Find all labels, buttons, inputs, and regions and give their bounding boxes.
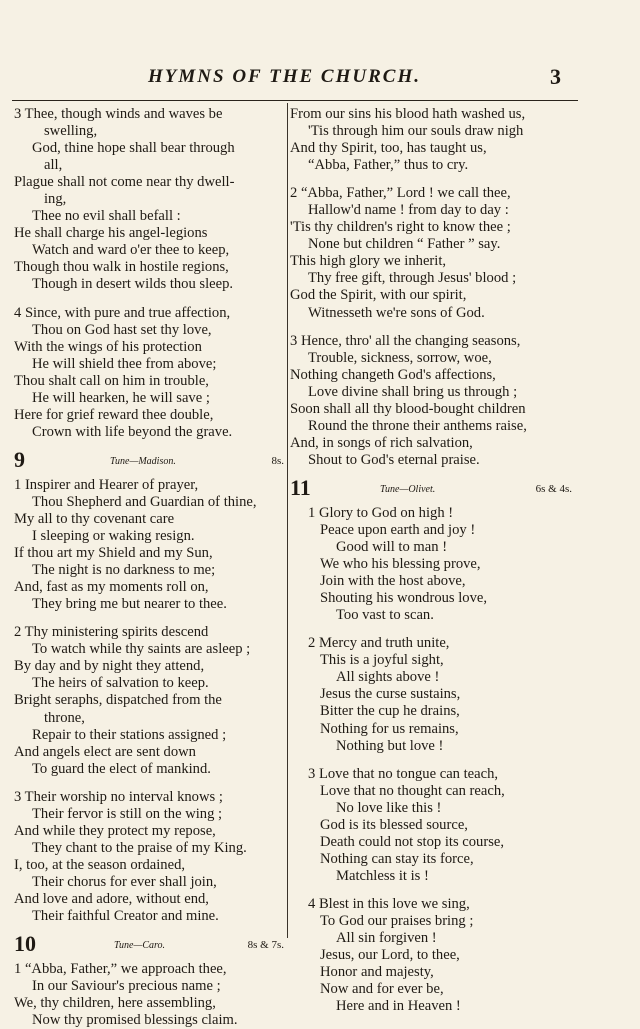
verse-line: To watch while thy saints are asleep ; [32, 641, 251, 658]
verse-line: We, thy children, here assembling, [14, 995, 216, 1012]
verse-line: 3 Love that no tongue can teach, [308, 765, 499, 782]
verse-line: He shall charge his angel-legions [14, 225, 208, 242]
verse-line: The night is no darkness to me; [32, 562, 216, 579]
verse-line: Honor and majesty, [320, 964, 434, 981]
hymn-11-stanza-3 [290, 766, 572, 885]
verse-line: throne, [44, 709, 85, 726]
verse-line: All sin forgiven ! [336, 930, 437, 947]
verse-line: Bright seraphs, dispatched from the [14, 692, 222, 709]
verse-line: No love like this ! [336, 799, 442, 816]
verse-line: Shouting his wondrous love, [320, 590, 488, 607]
verse-line: Death could not stop its course, [320, 833, 505, 850]
verse-line: Thy free gift, through Jesus' blood ; [308, 270, 517, 287]
verse-line: Bitter the cup he drains, [320, 703, 460, 720]
verse-line: In our Saviour's precious name ; [32, 978, 221, 995]
hymn-8-stanza-4 [14, 305, 284, 441]
verse-line: 3 Their worship no interval knows ; [14, 788, 223, 805]
hymn-10-stanza-2 [290, 185, 572, 321]
verse-line: God the Spirit, with our spirit, [290, 287, 467, 304]
hymn-8-stanza-3 [14, 106, 284, 294]
verse-line: And thy Spirit, too, has taught us, [290, 140, 487, 157]
header-rule [12, 100, 578, 101]
hymn-11-stanza-1 [290, 505, 572, 624]
verse-line: He will hearken, he will save ; [32, 389, 210, 406]
hymn-10-stanza-1 [14, 961, 284, 1029]
verse-line: Matchless it is ! [336, 867, 429, 884]
verse-line: They chant to the praise of my King. [32, 839, 247, 856]
verse-line: By day and by night they attend, [14, 658, 205, 675]
verse-line: 4 Since, with pure and true affection, [14, 304, 231, 321]
verse-line: I sleeping or waking resign. [32, 528, 195, 545]
verse-line: 'Tis through him our souls draw nigh [308, 123, 524, 140]
tune-name: Tune—Olivet. [380, 483, 436, 495]
verse-line: Here and in Heaven ! [336, 998, 461, 1015]
hymn-9-stanza-1 [14, 477, 284, 613]
verse-line: Too vast to scan. [336, 607, 434, 624]
hymn-9-stanza-3 [14, 789, 284, 925]
right-column [290, 106, 572, 1015]
verse-line: We who his blessing prove, [320, 556, 481, 573]
verse-line: 1 “Abba, Father,” we approach thee, [14, 961, 227, 978]
verse-line: Nothing for us remains, [320, 720, 459, 737]
verse-line: Though thou walk in hostile regions, [14, 259, 229, 276]
verse-line: God, thine hope shall bear through [32, 140, 235, 157]
hymn-10-heading [14, 933, 284, 961]
page-number: 3 [550, 64, 561, 89]
verse-line: Repair to their stations assigned ; [32, 726, 227, 743]
hymn-9-stanza-2 [14, 624, 284, 777]
verse-line: And love and adore, without end, [14, 890, 209, 907]
verse-line: Shout to God's eternal praise. [308, 451, 480, 468]
verse-line: The heirs of salvation to keep. [32, 675, 209, 692]
verse-line: 1 Glory to God on high ! [308, 504, 454, 521]
hymn-11-heading [290, 474, 572, 505]
verse-line: To God our praises bring ; [320, 912, 474, 929]
verse-line: Thou Shepherd and Guardian of thine, [32, 493, 257, 510]
hymn-number: 10 [14, 931, 36, 957]
verse-line: And while they protect my repose, [14, 822, 216, 839]
hymn-10-stanza-3 [290, 333, 572, 469]
verse-line: 3 Hence, thro' all the changing seasons, [290, 332, 521, 349]
verse-line: Hallow'd name ! from day to day : [308, 202, 509, 219]
verse-line: 2 Thy ministering spirits descend [14, 624, 209, 641]
verse-line: Thou shalt call on him in trouble, [14, 372, 209, 389]
verse-line: They bring me but nearer to thee. [32, 596, 227, 613]
left-column [14, 106, 284, 1029]
verse-line: Jesus the curse sustains, [320, 686, 461, 703]
tune-name: Tune—Caro. [114, 940, 166, 952]
verse-line: Nothing can stay its force, [320, 850, 474, 867]
verse-line: And, fast as my moments roll on, [14, 579, 209, 596]
verse-line: Nothing changeth God's affections, [290, 366, 496, 383]
verse-line: Soon shall all thy blood-bought children [290, 400, 526, 417]
verse-line: 4 Blest in this love we sing, [308, 895, 470, 912]
verse-line: Now and for ever be, [320, 981, 444, 998]
verse-line: Jesus, our Lord, to thee, [320, 947, 460, 964]
verse-line: Join with the host above, [320, 573, 466, 590]
verse-line: Peace upon earth and joy ! [320, 521, 476, 538]
verse-line: ing, [44, 191, 67, 208]
verse-line: Love divine shall bring us through ; [308, 383, 518, 400]
verse-line: 3 Thee, though winds and waves be [14, 106, 223, 122]
verse-line: Good will to man ! [336, 539, 448, 556]
verse-line: Trouble, sickness, sorrow, woe, [308, 349, 492, 366]
meter: 8s & 7s. [247, 939, 284, 952]
verse-line: And, in songs of rich salvation, [290, 434, 473, 451]
verse-line: 2 Mercy and truth unite, [308, 635, 450, 652]
verse-line: Their chorus for ever shall join, [32, 873, 217, 890]
verse-line: He will shield thee from above; [32, 355, 217, 372]
verse-line: Their fervor is still on the wing ; [32, 805, 223, 822]
verse-line: If thou art my Shield and my Sun, [14, 545, 213, 562]
meter: 6s & 4s. [535, 482, 572, 495]
verse-line: To guard the elect of mankind. [32, 760, 211, 777]
verse-line: 1 Inspirer and Hearer of prayer, [14, 476, 199, 493]
hymn-9-heading [14, 446, 284, 477]
verse-line: I, too, at the season ordained, [14, 856, 186, 873]
verse-line: Here for grief reward thee double, [14, 406, 214, 423]
column-divider [287, 103, 288, 938]
verse-line: From our sins his blood hath washed us, [290, 106, 526, 122]
tune-name: Tune—Madison. [110, 455, 176, 467]
verse-line: Thee no evil shall befall : [32, 208, 181, 225]
verse-line: Witnesseth we're sons of God. [308, 304, 485, 321]
verse-line: With the wings of his protection [14, 338, 202, 355]
hymn-number: 11 [290, 474, 311, 500]
verse-line: God is its blessed source, [320, 816, 468, 833]
verse-line: Plague shall not come near thy dwell- [14, 174, 235, 191]
running-title: HYMNS OF THE CHURCH. [148, 66, 421, 87]
verse-line: Nothing but love ! [336, 737, 444, 754]
verse-line: Round the throne their anthems raise, [308, 417, 527, 434]
verse-line: All sights above ! [336, 669, 440, 686]
verse-line: swelling, [44, 123, 98, 140]
verse-line: Crown with life beyond the grave. [32, 423, 233, 440]
verse-line: None but children “ Father ” say. [308, 236, 501, 253]
verse-line: Watch and ward o'er thee to keep, [32, 242, 230, 259]
hymn-11-stanza-2 [290, 635, 572, 754]
verse-line: My all to thy covenant care [14, 510, 175, 527]
verse-line: This high glory we inherit, [290, 253, 447, 270]
verse-line: This is a joyful sight, [320, 652, 444, 669]
verse-line: 'Tis thy children's right to know thee ; [290, 219, 511, 236]
verse-line: “Abba, Father,” thus to cry. [308, 157, 469, 174]
verse-line: Though in desert wilds thou sleep. [32, 276, 234, 293]
hymn-number: 9 [14, 446, 25, 472]
hymn-11-stanza-4 [290, 896, 572, 1015]
hymn-10-stanza-1-end [290, 106, 572, 174]
verse-line: Their faithful Creator and mine. [32, 908, 219, 925]
meter: 8s. [271, 454, 284, 467]
verse-line: Now thy promised blessings claim. [32, 1012, 238, 1029]
verse-line: And angels elect are sent down [14, 743, 196, 760]
page-header [0, 62, 640, 92]
verse-line: 2 “Abba, Father,” Lord ! we call thee, [290, 185, 511, 202]
verse-line: Thou on God hast set thy love, [32, 321, 212, 338]
verse-line: Love that no thought can reach, [320, 782, 505, 799]
verse-line: all, [44, 157, 63, 174]
